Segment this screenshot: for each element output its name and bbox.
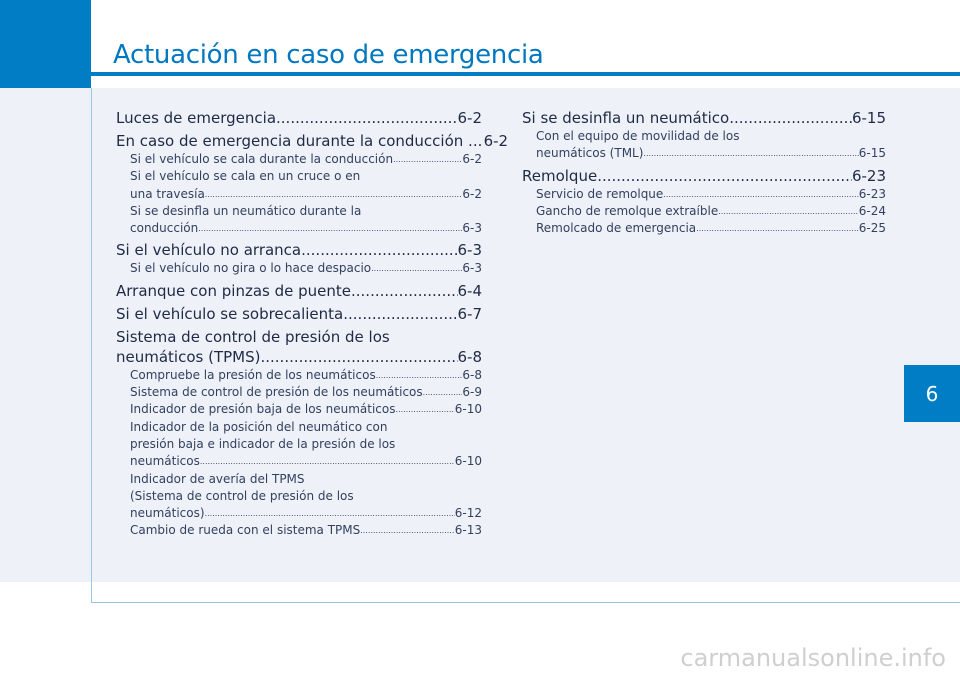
leader-dots: [198, 220, 462, 237]
leader-dots: [597, 166, 852, 186]
leader-dots: [360, 522, 455, 539]
toc-entry-page: 6-12: [454, 506, 482, 521]
leader-dots: [371, 260, 462, 277]
toc-entry-title: neumáticos): [130, 506, 205, 521]
toc-entry-page: 6-2: [483, 132, 509, 150]
toc-entry-page: 6-3: [457, 241, 482, 260]
toc-subentry[interactable]: [116, 453, 482, 470]
leader-dots: [200, 453, 455, 470]
toc-entry[interactable]: [116, 304, 482, 324]
toc-subentry[interactable]: [116, 151, 482, 168]
toc-subentry[interactable]: [116, 401, 482, 418]
toc-subentry-line: Indicador de la posición del neumático con: [130, 419, 388, 434]
leader-dots: [729, 108, 852, 128]
toc-subentry-line: Si se desinfla un neumático durante la: [130, 203, 362, 218]
toc-entry-page: 6-13: [454, 523, 482, 538]
leader-dots: [718, 203, 859, 220]
toc-subentry[interactable]: [116, 367, 482, 384]
leader-dots: [395, 401, 454, 418]
toc-entry[interactable]: [522, 108, 886, 128]
toc-entry-title: Compruebe la presión de los neumáticos: [130, 367, 376, 382]
toc-entry-page: 6-3: [462, 221, 482, 236]
toc-entry-title: Si se desinfla un neumático: [522, 109, 730, 127]
toc-subentry[interactable]: [522, 203, 886, 220]
toc-entry-page: 6-3: [462, 261, 482, 276]
toc-entry-line: Sistema de control de presión de los: [116, 327, 390, 346]
toc-entry-title: Cambio de rueda con el sistema TPMS: [130, 523, 361, 538]
toc-entry-page: 6-2: [462, 152, 482, 166]
toc-entry-title: Sistema de control de presión de los neumáticos: [130, 385, 423, 400]
leader-dots: [205, 505, 455, 522]
leader-dots: [301, 240, 457, 260]
toc-entry-page: 6-2: [462, 186, 482, 201]
toc-entry-title: Si el vehículo se cala durante la conducción: [130, 152, 394, 166]
toc-subentry-line: Con el equipo de movilidad de los: [536, 129, 740, 143]
leader-dots: [663, 186, 858, 203]
toc-entry-page: 6-23: [851, 166, 886, 185]
leader-dots: [276, 108, 457, 128]
toc-entry-title: una travesía: [130, 186, 205, 201]
toc-entry-page: 6-2: [457, 109, 482, 127]
toc-entry[interactable]: [116, 347, 482, 367]
margin-line: [91, 88, 92, 602]
toc-entry-page: 6-7: [457, 304, 482, 323]
toc-entry-title: Luces de emergencia: [116, 109, 277, 127]
leader-dots: [643, 145, 858, 162]
toc-entry-title: neumáticos (TPMS): [116, 347, 261, 366]
toc-subentry[interactable]: [116, 220, 482, 237]
toc-subentry[interactable]: [116, 260, 482, 277]
toc-entry-page: 6-15: [858, 146, 886, 161]
toc-subentry-line: (Sistema de control de presión de los: [130, 488, 354, 503]
toc-entry-page: 6-24: [858, 203, 886, 218]
toc-entry[interactable]: [116, 240, 482, 260]
toc-subentry[interactable]: [522, 220, 886, 237]
toc-entry-title: conducción: [130, 221, 199, 236]
toc-left-column: [116, 108, 509, 540]
toc-entry-page: 6-15: [851, 109, 886, 127]
page-title: Actuación en caso de emergencia: [113, 40, 544, 70]
toc-subentry-line: Si el vehículo se cala en un cruce o en: [130, 169, 361, 184]
toc-entry-title: Remolcado de emergencia: [536, 221, 697, 236]
toc-entry-title: Gancho de remolque extraíble: [536, 203, 719, 218]
toc-entry[interactable]: [116, 108, 482, 128]
toc-entry-title: neumáticos (TML): [536, 146, 644, 161]
toc-entry-page: 6-9: [462, 385, 482, 400]
toc-entry-title: Si el vehículo se sobrecalienta: [116, 304, 344, 323]
toc-subentry[interactable]: [522, 145, 886, 162]
leader-dots: [376, 367, 463, 384]
watermark: carmanualsonline.info: [680, 644, 946, 672]
chapter-tab-label: 6: [925, 381, 939, 406]
footer-rule: [91, 602, 960, 603]
toc-subentry[interactable]: [116, 186, 482, 203]
toc-subentry-line: presión baja e indicador de la presión de los: [130, 436, 396, 451]
toc-entry-page: 6-10: [454, 454, 482, 469]
toc-subentry[interactable]: [116, 522, 482, 539]
toc-subentry[interactable]: [116, 505, 482, 522]
toc-entry[interactable]: [522, 166, 886, 186]
toc-entry-title: Indicador de presión baja de los neumáticos: [130, 402, 396, 417]
toc-subentry-line: Indicador de avería del TPMS: [130, 471, 305, 486]
toc-entry-page: 6-4: [457, 281, 482, 300]
header-rule: [91, 72, 960, 76]
toc-entry-page: 6-10: [454, 402, 482, 417]
leader-dots: [343, 304, 457, 324]
toc-entry-page: 6-25: [858, 221, 886, 236]
toc-subentry[interactable]: [116, 384, 482, 401]
toc-subentry[interactable]: [522, 186, 886, 203]
leader-dots: [260, 347, 457, 367]
toc-entry-title: En caso de emergencia durante la conducción ..: [116, 132, 478, 150]
toc-entry-title: Si el vehículo no gira o lo hace despacio: [130, 261, 372, 276]
leader-dots: [423, 384, 463, 401]
leader-dots: [351, 281, 458, 301]
toc-entry-title: Remolque: [522, 166, 598, 185]
toc-right-column: [522, 108, 886, 237]
toc-entry[interactable]: [116, 281, 482, 301]
toc-entry-page: 6-8: [457, 347, 482, 366]
toc-entry-page: 6-8: [462, 367, 482, 382]
toc-entry-title: neumáticos: [130, 454, 200, 469]
toc-entry-title: Si el vehículo no arranca: [116, 241, 302, 260]
chapter-tab[interactable]: [904, 365, 960, 422]
toc-entry[interactable]: [116, 131, 509, 151]
leader-dots: [205, 186, 463, 203]
toc-entry-title: Arranque con pinzas de puente: [116, 281, 351, 300]
header-blue-block: [0, 0, 91, 88]
leader-dots: [696, 220, 859, 237]
leader-dots: [393, 151, 462, 168]
toc-entry-page: 6-23: [858, 186, 886, 201]
toc-entry-title: Servicio de remolque: [536, 186, 664, 201]
